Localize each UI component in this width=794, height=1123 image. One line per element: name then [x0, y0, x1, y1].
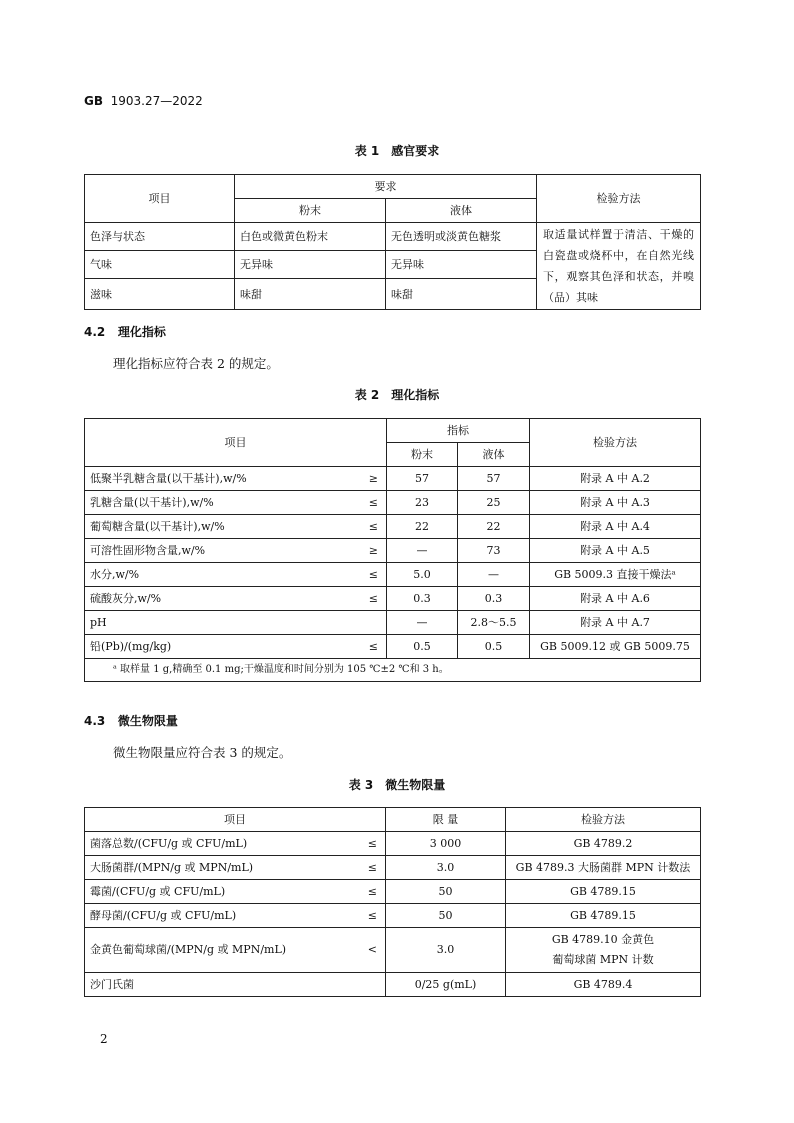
cell-powder: 0.3	[387, 587, 458, 611]
table2-footnote: ᵃ 取样量 1 g,精确至 0.1 mg;干燥温度和时间分别为 105 ℃±2 ℃和 3 h。	[85, 659, 701, 682]
cell-item: 气味	[85, 251, 235, 279]
table-row	[85, 832, 701, 856]
cell-method: 附录 A 中 A.4	[530, 515, 701, 539]
cell-item: 沙门氏菌	[85, 973, 355, 997]
table2-head-index: 指标	[387, 419, 530, 443]
cell-liquid: 0.5	[458, 635, 530, 659]
cell-method: 附录 A 中 A.5	[530, 539, 701, 563]
table2-title: 表 2 理化指标	[354, 388, 440, 402]
cell-powder: 23	[387, 491, 458, 515]
table1-head-method: 检验方法	[537, 175, 701, 223]
cell-symbol	[355, 973, 386, 997]
standard-number: GB 1903.27—2022	[84, 94, 203, 108]
cell-symbol	[357, 611, 387, 635]
cell-item: 低聚半乳糖含量(以干基计),w/%	[85, 467, 357, 491]
cell-liquid: 0.3	[458, 587, 530, 611]
cell-method: GB 4789.15	[506, 880, 701, 904]
table1-sensory	[84, 174, 701, 310]
cell-liquid: 无异味	[386, 251, 537, 279]
cell-method: 附录 A 中 A.6	[530, 587, 701, 611]
table1-method: 取适量试样置于清洁、干燥的白瓷盘或烧杯中，在自然光线下，观察其色泽和状态，并嗅（品）其味	[537, 223, 701, 310]
table1-head-req: 要求	[235, 175, 537, 199]
cell-item: 大肠菌群/(MPN/g 或 MPN/mL)	[85, 856, 355, 880]
cell-item: pH	[85, 611, 357, 635]
table3-head-limit: 限 量	[386, 808, 506, 832]
cell-liquid: 25	[458, 491, 530, 515]
cell-liquid: 2.8～5.5	[458, 611, 530, 635]
cell-liquid: —	[458, 563, 530, 587]
table3-head-method: 检验方法	[506, 808, 701, 832]
cell-item: 霉菌/(CFU/g 或 CFU/mL)	[85, 880, 355, 904]
cell-method-line1: GB 4789.10 金黄色	[551, 933, 655, 946]
cell-powder: 5.0	[387, 563, 458, 587]
page-number: 2	[100, 1032, 108, 1046]
cell-powder: —	[387, 611, 458, 635]
section-4-3-heading: 4.3 微生物限量	[84, 714, 178, 728]
table-row	[85, 563, 701, 587]
cell-symbol: ≤	[355, 832, 386, 856]
cell-powder: —	[387, 539, 458, 563]
table-row	[85, 467, 701, 491]
cell-symbol: ≤	[357, 563, 387, 587]
table1-head-powder: 粉末	[235, 199, 386, 223]
cell-method: 附录 A 中 A.7	[530, 611, 701, 635]
cell-symbol: ≤	[355, 856, 386, 880]
cell-powder: 白色或微黄色粉末	[235, 223, 386, 251]
section-4-3-text: 微生物限量应符合表 3 的规定。	[113, 745, 292, 760]
cell-symbol: ≤	[355, 904, 386, 928]
cell-method: GB 4789.3 大肠菌群 MPN 计数法	[506, 856, 701, 880]
cell-method: 附录 A 中 A.3	[530, 491, 701, 515]
cell-item: 葡萄糖含量(以干基计),w/%	[85, 515, 357, 539]
cell-method	[506, 928, 701, 973]
cell-liquid: 22	[458, 515, 530, 539]
cell-method: GB 4789.4	[506, 973, 701, 997]
cell-item: 色泽与状态	[85, 223, 235, 251]
table1-title: 表 1 感官要求	[354, 144, 440, 158]
table1-head-liquid: 液体	[386, 199, 537, 223]
table-row	[85, 904, 701, 928]
cell-symbol: ≤	[357, 515, 387, 539]
table-row	[85, 928, 701, 973]
table-row	[85, 587, 701, 611]
cell-limit: 50	[386, 904, 506, 928]
cell-item: 菌落总数/(CFU/g 或 CFU/mL)	[85, 832, 355, 856]
cell-liquid: 57	[458, 467, 530, 491]
table3-microbial	[84, 807, 701, 997]
table-row	[85, 635, 701, 659]
cell-powder: 味甜	[235, 279, 386, 310]
table-row	[85, 880, 701, 904]
cell-symbol: ≤	[357, 491, 387, 515]
cell-powder: 57	[387, 467, 458, 491]
table3-head-item: 项目	[85, 808, 386, 832]
cell-method: GB 5009.3 直接干燥法ᵃ	[530, 563, 701, 587]
section-4-2-heading: 4.2 理化指标	[84, 325, 166, 339]
cell-limit: 3.0	[386, 856, 506, 880]
table-row	[85, 611, 701, 635]
table2-head-item: 项目	[85, 419, 387, 467]
cell-symbol: ≤	[355, 880, 386, 904]
cell-limit: 0/25 g(mL)	[386, 973, 506, 997]
cell-liquid: 味甜	[386, 279, 537, 310]
cell-symbol: <	[355, 928, 386, 973]
cell-powder: 无异味	[235, 251, 386, 279]
cell-method-line2: 葡萄球菌 MPN 计数	[552, 953, 654, 966]
cell-item: 可溶性固形物含量,w/%	[85, 539, 357, 563]
table-row	[85, 539, 701, 563]
cell-symbol: ≤	[357, 587, 387, 611]
table-row	[85, 856, 701, 880]
cell-item: 金黄色葡萄球菌/(MPN/g 或 MPN/mL)	[85, 928, 355, 973]
cell-item: 铅(Pb)/(mg/kg)	[85, 635, 357, 659]
cell-method: 附录 A 中 A.2	[530, 467, 701, 491]
cell-item: 乳糖含量(以干基计),w/%	[85, 491, 357, 515]
cell-method: GB 5009.12 或 GB 5009.75	[530, 635, 701, 659]
cell-symbol: ≤	[357, 635, 387, 659]
table2-head-liquid: 液体	[458, 443, 530, 467]
table-row	[85, 223, 701, 251]
cell-item: 酵母菌/(CFU/g 或 CFU/mL)	[85, 904, 355, 928]
cell-powder: 22	[387, 515, 458, 539]
cell-liquid: 无色透明或淡黄色糖浆	[386, 223, 537, 251]
section-4-2-text: 理化指标应符合表 2 的规定。	[113, 356, 279, 371]
cell-limit: 3 000	[386, 832, 506, 856]
cell-item: 水分,w/%	[85, 563, 357, 587]
table-row	[85, 491, 701, 515]
table3-title: 表 3 微生物限量	[348, 778, 446, 792]
table2-head-method: 检验方法	[530, 419, 701, 467]
cell-liquid: 73	[458, 539, 530, 563]
table-row	[85, 973, 701, 997]
cell-symbol: ≥	[357, 467, 387, 491]
cell-item: 滋味	[85, 279, 235, 310]
table2-head-powder: 粉末	[387, 443, 458, 467]
cell-item: 硫酸灰分,w/%	[85, 587, 357, 611]
cell-limit: 50	[386, 880, 506, 904]
cell-method: GB 4789.2	[506, 832, 701, 856]
table2-physicochemical	[84, 418, 701, 682]
cell-powder: 0.5	[387, 635, 458, 659]
cell-method: GB 4789.15	[506, 904, 701, 928]
table1-head-item: 项目	[85, 175, 235, 223]
table-row	[85, 515, 701, 539]
cell-symbol: ≥	[357, 539, 387, 563]
cell-limit: 3.0	[386, 928, 506, 973]
